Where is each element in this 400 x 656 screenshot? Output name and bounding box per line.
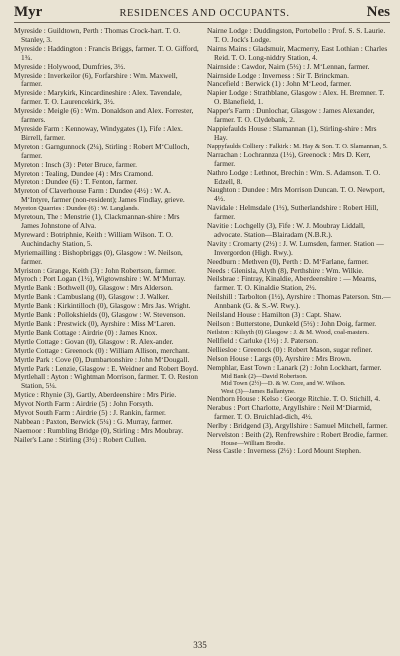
directory-entry: Myrtlehall : Ayton : Wightman Morrison, farmer. T. O. Reston Station, 5¼. [14,372,198,391]
page-number: 335 [193,640,207,650]
directory-entry: Myreside Farm : Kennoway, Windygates (1), Fife : Alex. Birrell, farmer. [14,123,183,142]
directory-entry: Myreton : Insch (3) : Peter Bruce, farmer. [14,159,137,169]
directory-entry: Nenthorn House : Kelso : George Ritchie. T. O. Stichill, 4. [207,394,381,404]
directory-sub-entry: West (3)—James Ballantyne. [221,387,296,395]
directory-entry: Myreside : Inverkeilor (6), Forfarshire : Wm. Maxwell, farmer. [14,70,178,89]
directory-entry: Ness Castle : Inverness (2½) : Lord Mount Stephen. [207,446,361,456]
directory-entry: Nappyfaulds Colliery : Falkirk : M. Hay & Son. T. O. Slamannan, 5. [207,142,388,150]
directory-entry: Nemphlar, East Town : Lanark (2) : John Lockhart, farmer. [207,362,382,372]
directory-entry: Neilshill : Tarbolton (1½), Ayrshire : Thomas Paterson. Stn.—Annbank (G. & S.-W. Rwy.). [207,292,391,311]
directory-entry: Myvot North Farm : Airdrie (5) : John Forsyth. [14,399,154,409]
directory-entry: Myreside : Haddington : Francis Briggs, farmer. T. O. Gifford, 1¾. [14,43,199,62]
header-title: RESIDENCES AND OCCUPANTS. [119,8,290,19]
right-column [207,27,392,635]
directory-entry: Nerabus : Port Charlotte, Argyllshire : Neil M‘Diarmid, farmer. T. O. Bruichlad-dich, 4½. [207,403,372,422]
directory-entry: Neilsbrae : Fintray, Kinaldie, Aberdeenshire : — Mearns, farmer. T. O. Kinaldie Station, 2½. [207,274,377,293]
directory-entry: Nellfield : Carluke (1½) : J. Paterson. [207,335,319,345]
directory-entry: Myrtle Bank Cottage : Airdrie (0) : James Knox. [14,327,158,337]
directory-entry: Myvot South Farm : Airdrie (5) : J. Rankin, farmer. [14,408,166,418]
directory-entry: Nairnside : Cawdor, Nairn (5½) : J. M‘Lennan, farmer. [207,61,370,71]
directory-entry: Myreton of Claverhouse Farm : Dundee (4½) : W. A. M‘Intyre, farmer (non-resident); James Findlay, grieve. [14,186,185,205]
directory-entry: Nervelston : Beith (2), Renfrewshire : Robert Brodie, farmer. [207,429,388,439]
directory-entry: Myretoun, The : Menstrie (1), Clackmannan-shire : Mrs James Johnstone of Alva. [14,212,180,231]
directory-entry: Navidale : Helmsdale (1½), Sutherlandshire : Robert Hill, farmer. [207,203,379,222]
directory-entry: Myriemailling : Bishopbriggs (0), Glasgow : W. Neilson, farmer. [14,247,183,266]
directory-entry: Nairns Mains : Gladsmuir, Macmerry, East Lothian : Charles Reid. T. O. Long-niddry Station, 4. [207,43,388,62]
directory-entry: Myreward : Botriphnie, Keith : William Wilson. T. O. Auchindachy Station, 5. [14,229,173,248]
directory-sub-entry: Mid Bank (2)—David Robertson. [221,372,308,380]
directory-entry: Nappiefaulds House : Slamannan (1), Stirling-shire : Mrs Hay. [207,123,377,142]
directory-entry: Myreside : Meigle (6) : Wm. Donaldson and Alex. Forrester, farmers. [14,106,194,125]
directory-sub-entry: Mid Town (2½)—D. & W. Core, and W. Wilson. [221,380,346,388]
entry-columns [14,27,392,635]
directory-entry: Myrtle Park : Cove (0), Dumbartonshire : John M‘Dougall. [14,354,190,364]
directory-entry: Myreton : Dundee (6) : T. Fenton, farmer. [14,177,138,187]
directory-entry: Neilsland House : Hamilton (3) : Capt. Shaw. [207,310,342,320]
directory-entry: Myreside : Marykirk, Kincardineshire : Alex. Tavendale, farmer. T. O. Laurencekirk, 3½. [14,88,182,107]
directory-entry: Myrtle Park : Lenzie, Glasgow : E. Weidner and Robert Boyd. [14,363,199,373]
directory-entry: Neilston : Kilsyth (0) Glasgow : J. & M. Wood, coal-masters. [207,328,369,336]
directory-entry: Myrtle Bank : Pollokshields (0), Glasgow : W. Stevenson. [14,310,186,320]
header-guide-left: Myr [14,4,43,20]
directory-entry: Myreton : Garngunnock (2¼), Stirling : Robert M‘Culloch, farmer. [14,141,190,160]
directory-entry: Myreton Quarries : Dundee (6) : W. Langlands. [14,205,140,213]
directory-entry: Nancefield : Berwick (1) : John M‘Leod, farmer. [207,79,352,89]
directory-entry: Narrachan : Lochrannza (1½), Greenock : Mrs D. Kerr, farmer. [207,149,371,168]
directory-entry: Nairne Lodge : Duddingston, Portobello : Prof. S. S. Laurie. T. O. Jock's Lodge. [207,27,386,44]
directory-entry: Needs : Glenisla, Alyth (8), Perthshire : Wm. Wilkie. [207,265,364,275]
left-column [14,27,199,635]
directory-entry: Myrtle Cottage : Govan (0), Glasgow : R. Alex-ander. [14,336,174,346]
directory-entry: Myrtle Bank : Bothwell (0), Glasgow : Mrs Alderson. [14,283,173,293]
directory-entry: Myrtle Bank : Cambuslang (0), Glasgow : J. Walker. [14,292,170,302]
directory-entry: Myrtle Bank : Kirkintilloch (0), Glasgow : Mrs Jas. Wright. [14,301,191,311]
directory-entry: Nerlby : Bridgend (3), Argyllshire : Samuel Mitchell, farmer. [207,421,388,431]
directory-entry: Myrtle Bank : Prestwick (0), Ayrshire : Miss M‘Laren. [14,319,176,328]
directory-entry: Myrtle Cottage : Greenock (0) : William Allison, merchant. [14,345,190,355]
directory-entry: Myreside : Guildtown, Perth : Thomas Crock-hart. T. O. Stanley, 3. [14,27,181,44]
directory-entry: Navitie : Lochgelly (3), Fife : W. J. Moubray Liddall, advocate. Station—Blairadam (N.B.R.). [207,221,365,239]
directory-entry: Myreside : Holywood, Dumfries, 3½. [14,61,126,71]
directory-entry: Nelson House : Largs (0), Ayrshire : Mrs Brown. [207,353,352,363]
directory-entry: Nailer's Lane : Stirling (3½) : Robert Cullen. [14,434,147,444]
directory-entry: Myriston : Grange, Keith (3) : John Robertson, farmer. [14,265,176,275]
directory-entry: Nathro Lodge : Lethnot, Brechin : Wm. S. Adamson. T. O. Edzell, 8. [207,167,381,186]
directory-entry: Myroch : Port Logan (1½), Wigtownshire : W. M‘Murray. [14,274,186,284]
directory-sub-entry: House—William Brodie. [221,439,285,447]
directory-entry: Needburn : Methven (0), Perth : D. M‘Farlane, farmer. [207,256,369,266]
header-guide-right: Nes [366,4,390,20]
directory-entry: Mytice : Rhynie (3), Gartly, Aberdeenshire : Mrs Pirie. [14,390,177,400]
directory-entry: Navity : Cromarty (2½) : J. W. Lumsden, farmer. Station — Invergordon (High. Rwy.). [207,238,384,257]
directory-entry: Myreton : Tealing, Dundee (4) : Mrs Cramond. [14,168,154,178]
directory-entry: Nelliesloe : Greenock (0) : Robert Mason, sugar refiner. [207,344,373,354]
directory-entry: Naughton : Dundee : Mrs Morrison Duncan. T. O. Newport, 4½. [207,185,385,204]
directory-entry: Naemoor : Rumbling Bridge (0), Stirling : Mrs Moubray. [14,425,184,435]
directory-entry: Napper's Farm : Dunlochar, Glasgow : James Alexander, farmer. T. O. Clydebank, 2. [207,106,375,125]
directory-entry: Napier Lodge : Strathblane, Glasgow : Alex. H. Bremner. T. O. Blanefield, 1. [207,88,385,107]
directory-entry: Nairnside Lodge : Inverness : Sir T. Brinckman. [207,70,349,80]
page-header [14,4,390,23]
directory-entry: Nabbean : Paxton, Berwick (5¼) : G. Murray, farmer. [14,416,173,426]
directory-entry: Neilson : Butterstone, Dunkeld (5½) : John Doig, farmer. [207,319,377,328]
